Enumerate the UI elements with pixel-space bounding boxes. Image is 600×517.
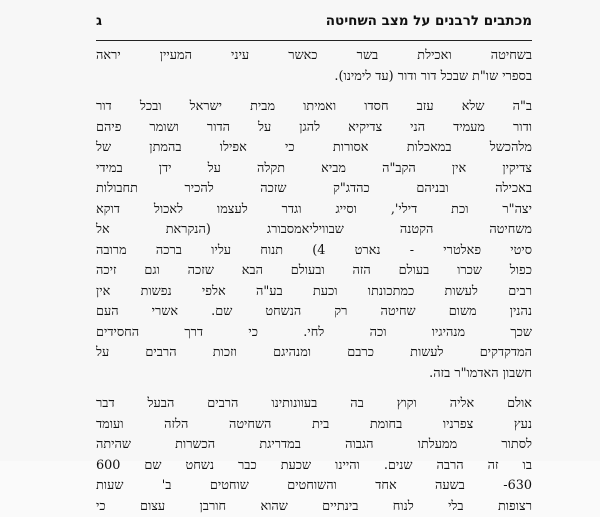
paragraph-2: [96, 97, 532, 384]
page-number: ג: [96, 13, 102, 29]
text-line: באכילה ובניהם כהדג"ק שזכה להכיר תחבולות: [96, 179, 532, 200]
text-line: סיטי פאלטרי - נארט 4) תנוח עליו ברכה מרובה: [96, 241, 532, 262]
text-line: בספרי שו"ת שבכל דור ודור (עד לימינו).: [96, 67, 532, 88]
text-line: מלהכשל במאכלות אסורות כי אפילו בהמתן של: [96, 138, 532, 159]
text-line: המדקדקים לעשות כרבם ומנהיגם וזכות הרבים על: [96, 343, 532, 364]
text-line: לסתור ממעלתו הגבוה במדריגת הכשרות שהיתה: [96, 435, 532, 456]
paragraph-1: [96, 46, 532, 87]
text-line: צדיקין אין הקב"ה מביא תקלה על ידן במידי: [96, 159, 532, 180]
text-line: 630- בשעה אחד והשוחטים שוחטים ב' שעות: [96, 476, 532, 497]
text-line: רבים לעשות כמתכונתו וכעת בע"ה אלפי נפשות אין: [96, 282, 532, 303]
text-line: כפול שכרו בעולם הזה ובעולם הבא שזכה וגם זיכה: [96, 261, 532, 282]
text-line: שכך מנהיגיו וכה לחי. כי דרך החסידים: [96, 323, 532, 344]
text-line: נהנין משום שחיטה רק הנשחט שם. אשרי העם: [96, 302, 532, 323]
text-line: בו זה הרבה שנים. והיינו שכעת כבר נשחט שם 600: [96, 456, 532, 477]
text-line: משחיטה הקטנה שבוויליאמסבורג (הנקראת אל: [96, 220, 532, 241]
text-line: ודור מעמיד הני צדיקיא להגן על הדור ושומר פיהם: [96, 118, 532, 139]
text-line: אולם אליה וקוץ בה בעוונותינו הרבים הבעל דבר: [96, 394, 532, 415]
body-text: [96, 46, 532, 517]
text-line: רצופות בלי לנוח בינתיים שהוא חורבן עצום כי: [96, 497, 532, 517]
text-line: נעץ צפרניו בחומת בית השחיטה הלזה ועומד: [96, 415, 532, 436]
text-line: חשבון האדמו"ר בזה.: [96, 364, 532, 385]
page-header: [96, 5, 532, 39]
text-line: בשחיטה ואכילת בשר כאשר עיני המעיין יראה: [96, 46, 532, 67]
text-line: יצה"ר וכת דילי', וסייג וגדר לעצמו לאכול דוקא: [96, 200, 532, 221]
paragraph-3: [96, 394, 532, 517]
header-rule: [96, 40, 532, 41]
running-title: מכתבים לרבנים על מצב השחיטה: [326, 13, 532, 29]
text-line: ב"ה שלא עזב חסדו ואמיתו מבית ישראל ובכל דור: [96, 97, 532, 118]
